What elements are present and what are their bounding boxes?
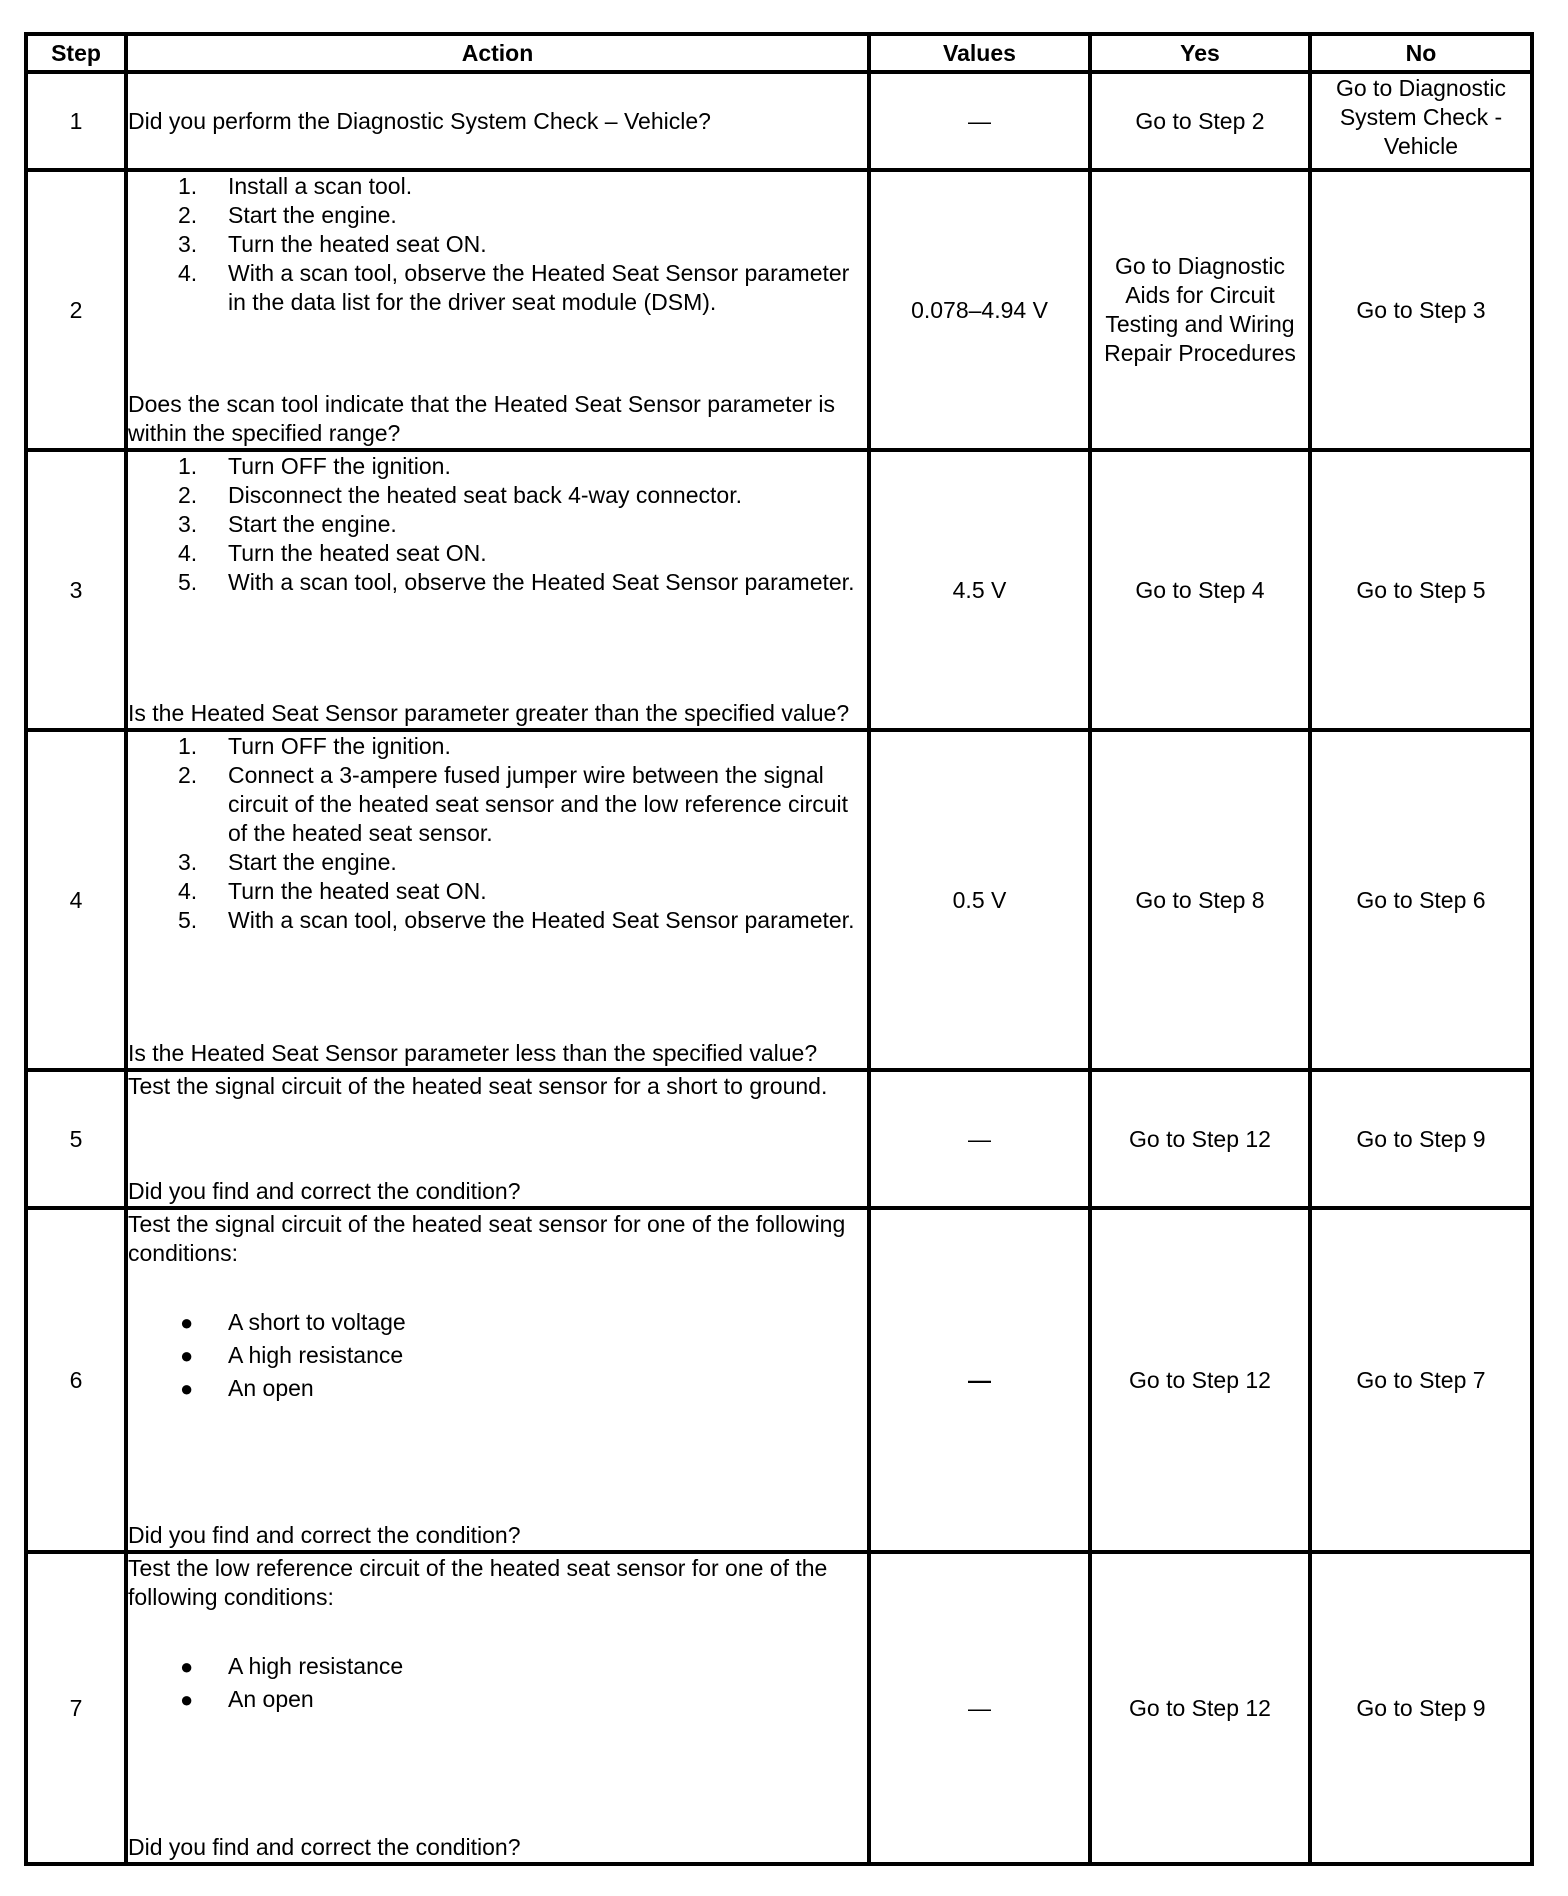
numbered-steps	[128, 732, 867, 935]
header-no: No	[1310, 34, 1532, 72]
yes-cell: Go to Step 8	[1090, 730, 1310, 1070]
list-item: 1. Turn OFF the ignition.	[178, 733, 451, 759]
table-row	[26, 1070, 1532, 1208]
list-item: 2. Disconnect the heated seat back 4-way connector.	[178, 482, 742, 508]
no-cell: Go to Step 5	[1310, 450, 1532, 730]
list-item: ● An open	[180, 1375, 314, 1401]
action-cell	[126, 170, 869, 450]
no-cell: Go to Step 9	[1310, 1070, 1532, 1208]
list-item: 2. Connect a 3-ampere fused jumper wire between the signal circuit of the heated seat sensor and the low reference circuit of the heated seat sensor.	[178, 762, 849, 846]
step-number: 2	[26, 170, 126, 450]
yes-cell: Go to Diagnostic Aids for Circuit Testing and Wiring Repair Procedures	[1090, 170, 1310, 450]
values-cell: 0.5 V	[869, 730, 1090, 1070]
list-item: ● An open	[180, 1686, 314, 1712]
step-number: 6	[26, 1208, 126, 1552]
list-item: 5. With a scan tool, observe the Heated Seat Sensor parameter.	[178, 569, 855, 595]
values-cell: —	[869, 1552, 1090, 1864]
condition-list	[128, 1306, 867, 1405]
list-item: 5. With a scan tool, observe the Heated Seat Sensor parameter.	[178, 907, 855, 933]
list-item: ● A high resistance	[180, 1342, 404, 1368]
step-number: 7	[26, 1552, 126, 1864]
list-item: 4. Turn the heated seat ON.	[178, 878, 487, 904]
no-cell: Go to Step 6	[1310, 730, 1532, 1070]
step-number: 4	[26, 730, 126, 1070]
no-cell: Go to Step 9	[1310, 1552, 1532, 1864]
action-intro: Did you perform the Diagnostic System Check – Vehicle?	[128, 107, 711, 134]
table-row	[26, 170, 1532, 450]
condition-list	[128, 1650, 867, 1716]
list-item: ● A short to voltage	[180, 1309, 406, 1335]
no-cell: Go to Diagnostic System Check - Vehicle	[1310, 72, 1532, 170]
values-cell: —	[869, 1070, 1090, 1208]
header-step: Step	[26, 34, 126, 72]
action-intro: Test the signal circuit of the heated seat sensor for a short to ground.	[128, 1073, 828, 1099]
action-question: Did you find and correct the condition?	[128, 1178, 521, 1204]
table-row	[26, 72, 1532, 170]
yes-cell: Go to Step 2	[1090, 72, 1310, 170]
action-intro: Test the signal circuit of the heated seat sensor for one of the following conditions:	[128, 1211, 846, 1266]
values-cell: —	[869, 72, 1090, 170]
no-cell: Go to Step 3	[1310, 170, 1532, 450]
header-action: Action	[126, 34, 869, 72]
action-cell	[126, 450, 869, 730]
no-cell: Go to Step 7	[1310, 1208, 1532, 1552]
table-row	[26, 450, 1532, 730]
numbered-steps	[128, 172, 867, 317]
list-item: 1. Turn OFF the ignition.	[178, 453, 451, 479]
values-cell: 0.078–4.94 V	[869, 170, 1090, 450]
action-intro: Test the low reference circuit of the heated seat sensor for one of the following conditions:	[128, 1555, 828, 1610]
action-cell	[126, 72, 869, 170]
values-cell: 4.5 V	[869, 450, 1090, 730]
yes-cell: Go to Step 12	[1090, 1208, 1310, 1552]
table-row	[26, 1552, 1532, 1864]
action-question: Is the Heated Seat Sensor parameter less than the specified value?	[128, 1040, 818, 1066]
list-item: ● A high resistance	[180, 1653, 404, 1679]
numbered-steps	[128, 452, 867, 597]
action-question: Did you find and correct the condition?	[128, 1522, 521, 1548]
list-item: 4. With a scan tool, observe the Heated Seat Sensor parameter in the data list for the driver seat module (DSM).	[178, 260, 850, 315]
list-item: 3. Turn the heated seat ON.	[178, 231, 487, 257]
list-item: 1. Install a scan tool.	[178, 173, 413, 199]
header-row	[26, 34, 1532, 72]
yes-cell: Go to Step 12	[1090, 1070, 1310, 1208]
yes-cell: Go to Step 12	[1090, 1552, 1310, 1864]
step-number: 1	[26, 72, 126, 170]
header-yes: Yes	[1090, 34, 1310, 72]
table-row	[26, 1208, 1532, 1552]
action-cell	[126, 1070, 869, 1208]
step-number: 5	[26, 1070, 126, 1208]
list-item: 3. Start the engine.	[178, 849, 397, 875]
header-values: Values	[869, 34, 1090, 72]
list-item: 4. Turn the heated seat ON.	[178, 540, 487, 566]
action-question: Does the scan tool indicate that the Heated Seat Sensor parameter is within the specified range?	[128, 391, 836, 446]
action-cell	[126, 1208, 869, 1552]
table-row	[26, 730, 1532, 1070]
action-question: Did you find and correct the condition?	[128, 1834, 521, 1860]
action-cell	[126, 1552, 869, 1864]
diagnostic-table	[24, 32, 1534, 1866]
list-item: 3. Start the engine.	[178, 511, 397, 537]
step-number: 3	[26, 450, 126, 730]
action-cell	[126, 730, 869, 1070]
list-item: 2. Start the engine.	[178, 202, 397, 228]
action-question: Is the Heated Seat Sensor parameter greater than the specified value?	[128, 700, 850, 726]
values-cell: —	[869, 1208, 1090, 1552]
yes-cell: Go to Step 4	[1090, 450, 1310, 730]
